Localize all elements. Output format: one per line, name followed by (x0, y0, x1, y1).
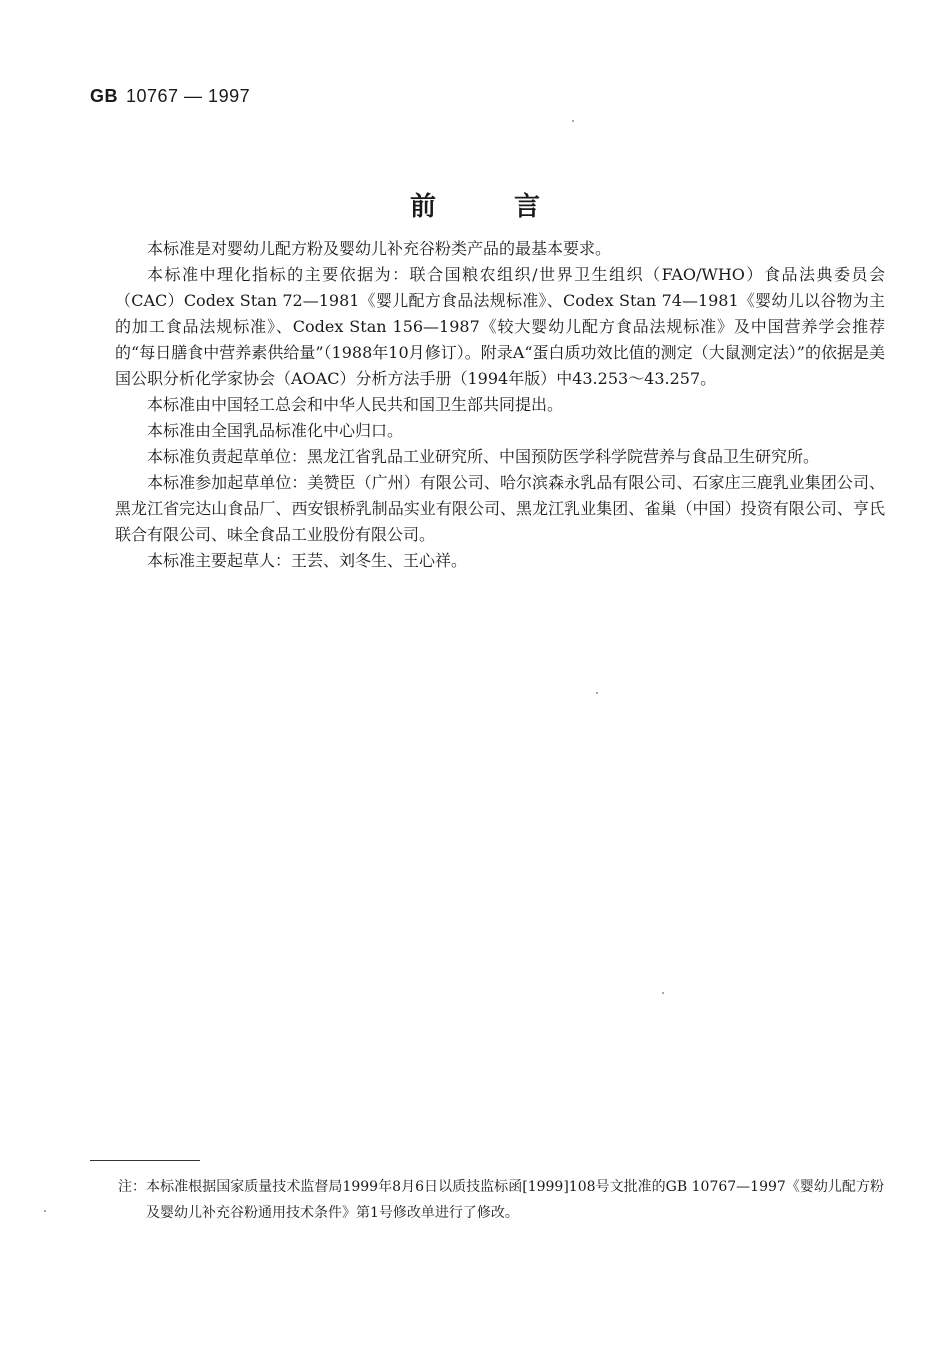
scan-speck (662, 992, 664, 994)
paragraph: 本标准由全国乳品标准化中心归口。 (147, 421, 404, 440)
page-title: 前言 (409, 192, 618, 222)
scan-speck (572, 120, 574, 122)
standard-code (90, 86, 250, 107)
standard-number: 10767 — 1997 (126, 86, 251, 106)
footnote (118, 1174, 884, 1226)
standard-prefix: GB (90, 86, 118, 106)
paragraph: 本标准主要起草人：王芸、刘冬生、王心祥。 (147, 551, 468, 570)
foreword-body (115, 236, 885, 574)
paragraph: 本标准是对婴幼儿配方粉及婴幼儿补充谷粉类产品的最基本要求。 (147, 239, 612, 258)
scan-speck (44, 1210, 46, 1212)
footnote-text: 注：本标准根据国家质量技术监督局1999年8月6日以质技监标函[1999]108号文批准的GB 10767—1997《婴幼儿配方粉及婴幼儿补充谷粉通用技术条件》第1号修改单进行了修改。 (118, 1179, 884, 1221)
paragraph: 本标准中理化指标的主要依据为：联合国粮农组织/世界卫生组织（FAO/WHO）食品法典委员会（CAC）Codex Stan 72—1981《婴儿配方食品法规标准》、Codex Stan 74—1981《婴幼儿以谷物为主的加工食品法规标准》、Codex Stan 156—1987《较大婴幼儿配方食品法规标准》及中国营养学会推荐的“每日膳食中营养素供给量”（1988年10月修订）。附录A“蛋白质功效比值的测定（大鼠测定法）”的依据是美国公职分析化学家协会（AOAC）分析方法手册（1994年版）中43.253～43.257。 (115, 265, 885, 388)
paragraph: 本标准由中国轻工总会和中华人民共和国卫生部共同提出。 (147, 395, 564, 414)
scan-speck (596, 692, 598, 694)
paragraph: 本标准参加起草单位：美赞臣（广州）有限公司、哈尔滨森永乳品有限公司、石家庄三鹿乳业集团公司、黑龙江省完达山食品厂、西安银桥乳制品实业有限公司、黑龙江乳业集团、雀巢（中国）投资有限公司、亨氏联合有限公司、味全食品工业股份有限公司。 (115, 473, 885, 544)
footnote-divider (90, 1160, 200, 1161)
paragraph: 本标准负责起草单位：黑龙江省乳品工业研究所、中国预防医学科学院营养与食品卫生研究所。 (147, 447, 820, 466)
